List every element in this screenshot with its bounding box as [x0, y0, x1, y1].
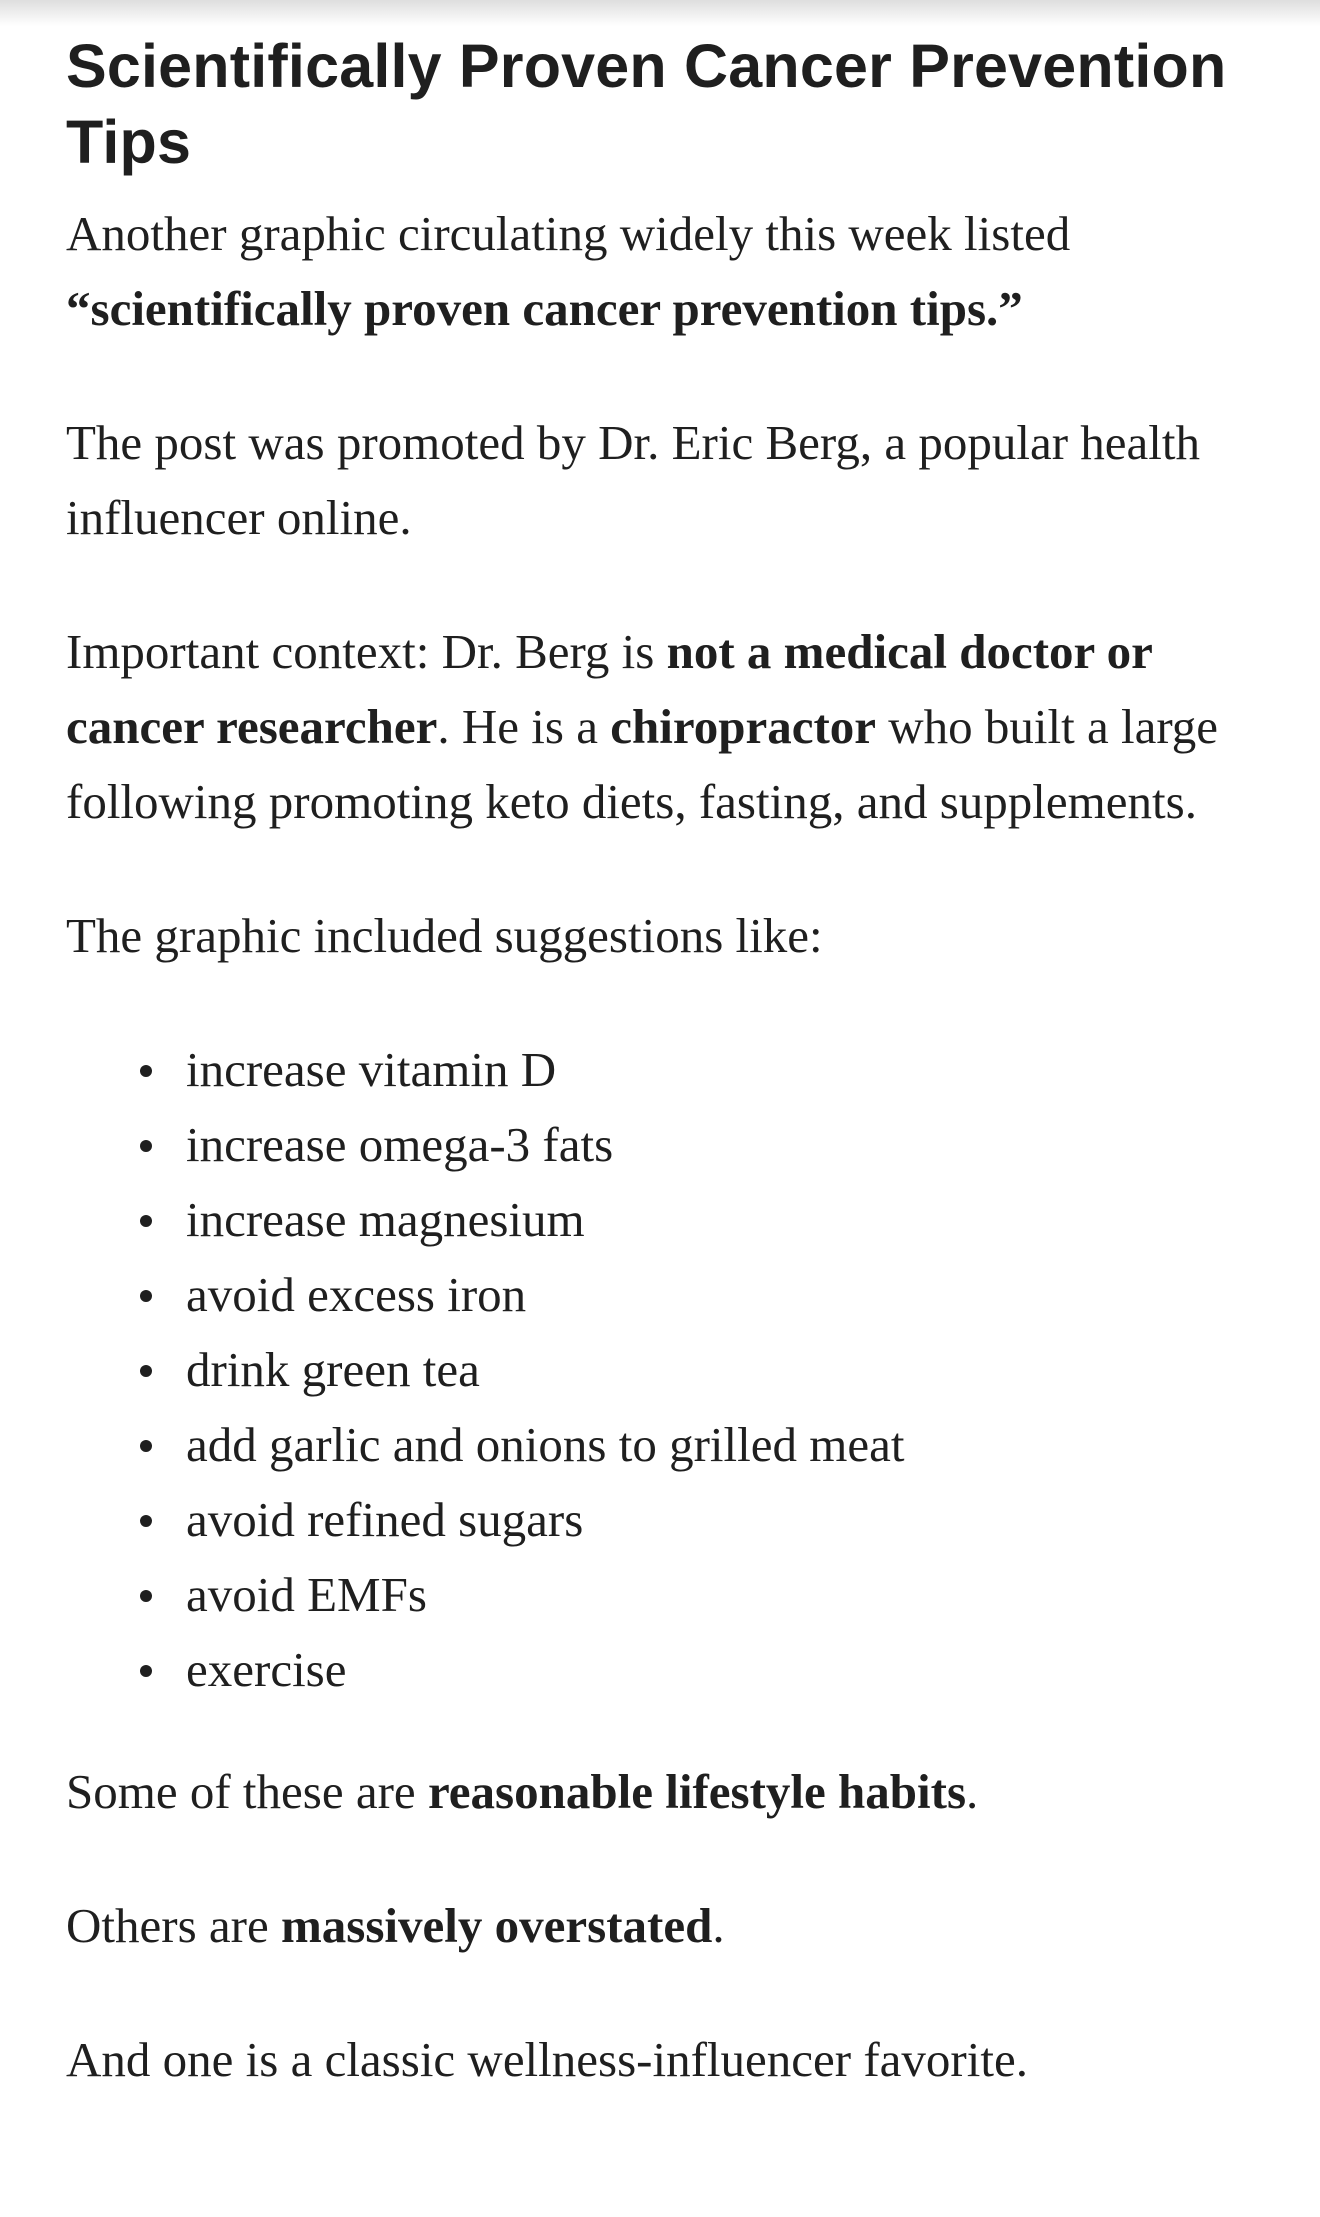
tip-text: increase vitamin D [186, 1042, 557, 1097]
context-paragraph [66, 614, 1266, 839]
bullet-icon [140, 1140, 152, 1152]
list-item [186, 1632, 1266, 1707]
some-text-c: . [966, 1764, 979, 1819]
others-bold: massively overstated [280, 1898, 713, 1953]
tip-text: avoid EMFs [186, 1567, 427, 1622]
last-paragraph: And one is a classic wellness-influencer favorite. [66, 2032, 1028, 2087]
tip-text: avoid refined sugars [186, 1492, 584, 1547]
intro-text: Another graphic circulating widely this week listed [66, 206, 1071, 261]
some-bold: reasonable lifestyle habits [427, 1764, 967, 1819]
context-text-c: . He is a [437, 699, 611, 754]
list-item [186, 1407, 1266, 1482]
tip-text: drink green tea [186, 1342, 480, 1397]
bullet-icon [140, 1590, 152, 1602]
context-bold-not-doctor: not a medical doctor or cancer researcher [66, 624, 1153, 754]
bullet-icon [140, 1515, 152, 1527]
article-title: Scientifically Proven Cancer Prevention Tips [66, 32, 1227, 176]
list-intro: The graphic included suggestions like: [66, 908, 823, 963]
tip-text: increase omega-3 fats [186, 1117, 614, 1172]
tip-text: avoid excess iron [186, 1267, 527, 1322]
intro-paragraph [66, 196, 1266, 346]
promoted-paragraph: The post was promoted by Dr. Eric Berg, a popular health influencer online. [66, 415, 1200, 545]
list-item [186, 1257, 1266, 1332]
bullet-icon [140, 1365, 152, 1377]
others-text-c: . [712, 1898, 725, 1953]
list-item [186, 1182, 1266, 1257]
article [66, 28, 1266, 2097]
top-shadow [0, 0, 1320, 26]
list-item [186, 1482, 1266, 1557]
tip-text: increase magnesium [186, 1192, 585, 1247]
list-item [186, 1032, 1266, 1107]
others-text-a: Others are [66, 1898, 281, 1953]
tip-text: add garlic and onions to grilled meat [186, 1417, 905, 1472]
bullet-icon [140, 1065, 152, 1077]
others-paragraph [66, 1888, 1266, 1963]
bullet-icon [140, 1215, 152, 1227]
bullet-icon [140, 1440, 152, 1452]
tips-list [66, 1032, 1266, 1707]
bullet-icon [140, 1665, 152, 1677]
some-paragraph [66, 1754, 1266, 1829]
some-text-a: Some of these are [66, 1764, 428, 1819]
context-text-a: Important context: Dr. Berg is [66, 624, 667, 679]
context-bold-chiropractor: chiropractor [610, 699, 877, 754]
intro-quote: “scientifically proven cancer prevention tips.” [66, 281, 1023, 336]
list-item [186, 1557, 1266, 1632]
list-item [186, 1107, 1266, 1182]
tip-text: exercise [186, 1642, 347, 1697]
context-text-e: who built a large following promoting keto diets, fasting, and supplements. [66, 699, 1219, 829]
list-item [186, 1332, 1266, 1407]
bullet-icon [140, 1290, 152, 1302]
